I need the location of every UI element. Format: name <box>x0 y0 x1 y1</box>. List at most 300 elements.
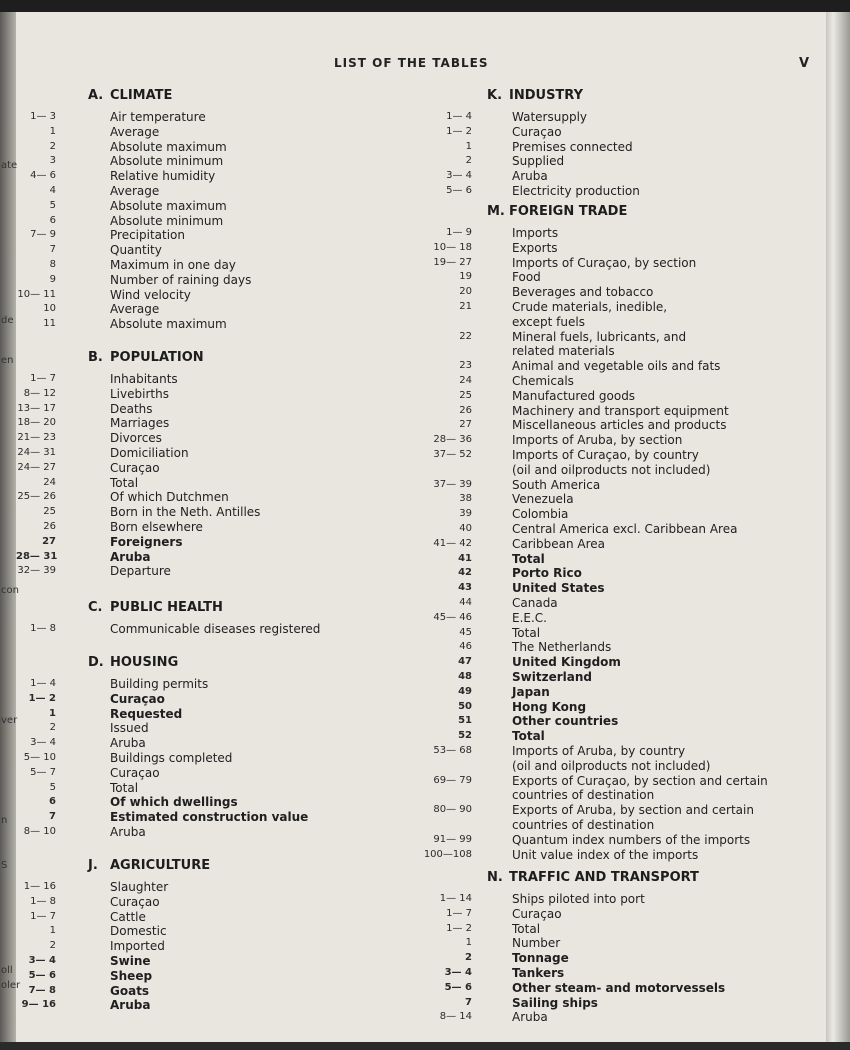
section-title: INDUSTRY <box>509 88 584 103</box>
page-number: V <box>799 56 810 71</box>
table-title: Imports of Aruba, by section <box>512 433 683 448</box>
table-list-row <box>16 596 806 610</box>
table-number: 24— 31 <box>17 447 56 458</box>
table-list-row <box>16 995 806 1013</box>
table-title: Aruba <box>110 998 151 1013</box>
table-number: 27 <box>459 419 472 431</box>
table-number: 1— 2 <box>446 922 472 934</box>
table-number: 23 <box>459 360 472 372</box>
table-list-row <box>16 744 806 758</box>
table-list-row <box>16 374 806 388</box>
table-list-row <box>16 700 806 714</box>
table-title: Animal and vegetable oils and fats <box>512 359 721 374</box>
table-list-row <box>16 788 806 802</box>
table-number: 28— 36 <box>433 434 472 446</box>
table-number: 7 <box>49 244 56 256</box>
section-letter: K. <box>487 88 503 103</box>
table-number: 26 <box>459 404 472 416</box>
table-list-row <box>16 611 806 625</box>
scan-top-border <box>0 0 850 12</box>
table-list-row <box>16 759 806 773</box>
table-title: Imports of Curaçao, by country <box>512 448 699 462</box>
table-list-row <box>16 981 806 995</box>
table-list-row <box>16 226 806 243</box>
table-title: Marriages <box>110 416 170 431</box>
table-title: Buildings completed <box>110 751 233 765</box>
table-number: 3— 4 <box>30 737 56 749</box>
table-number: 44 <box>459 597 472 608</box>
table-title: Aruba <box>110 736 146 751</box>
table-list-row <box>16 534 806 551</box>
table-title: Average <box>110 124 160 139</box>
table-title: Goats <box>110 983 150 998</box>
table-number: 2 <box>49 140 56 152</box>
table-title: Quantity <box>110 243 162 258</box>
table-title: Estimated construction value <box>110 810 309 825</box>
table-title: Departure <box>110 564 171 579</box>
table-list-row <box>16 640 806 654</box>
table-title: Hong Kong <box>512 699 587 714</box>
table-list-row <box>16 270 806 284</box>
table-number: 1— 3 <box>30 111 56 122</box>
table-title: Imported <box>110 939 165 954</box>
table-number: 51 <box>458 715 472 727</box>
table-number: 5— 6 <box>444 981 472 993</box>
table-title: Number of raining days <box>110 272 252 287</box>
table-title: Total <box>110 475 139 490</box>
edge-fragment: en <box>1 355 14 366</box>
table-title: Requested <box>110 706 183 721</box>
table-title: Colombia <box>512 507 569 522</box>
table-title: Total <box>512 551 545 566</box>
table-title: Chemicals <box>512 374 574 388</box>
table-title: Average <box>110 184 160 198</box>
scan-bottom-border <box>0 1042 850 1050</box>
table-title: countries of destination <box>512 818 655 832</box>
table-title: South America <box>512 477 601 492</box>
table-list-row <box>16 729 806 743</box>
table-title: Foreigners <box>110 534 183 549</box>
table-list-row <box>16 475 806 492</box>
table-number: 4— 6 <box>30 170 56 182</box>
table-number: 10— 18 <box>433 241 472 253</box>
table-number: 10— 11 <box>17 288 56 300</box>
table-title: Machinery and transport equipment <box>512 403 729 418</box>
table-list-row <box>16 418 806 432</box>
edge-fragment: oler <box>1 980 21 991</box>
table-list-row <box>16 833 806 847</box>
table-list-row <box>16 1010 806 1024</box>
table-number: 3 <box>49 155 56 167</box>
table-title: (oil and oilproducts not included) <box>512 462 711 477</box>
section-letter: C. <box>88 600 103 615</box>
section-title: FOREIGN TRADE <box>509 204 628 219</box>
section-letter: B. <box>88 350 103 365</box>
section-title: CLIMATE <box>110 88 173 103</box>
table-number: 8— 10 <box>23 826 56 837</box>
table-title: Absolute minimum <box>110 213 224 228</box>
section-letter: J. <box>88 858 98 873</box>
table-list-row <box>16 581 806 595</box>
table-title: Swine <box>110 954 151 968</box>
table-title: Total <box>512 729 545 744</box>
table-title: (oil and oilproducts not included) <box>512 758 711 773</box>
table-number: 5— 7 <box>30 766 56 778</box>
table-title: Number <box>512 936 561 951</box>
table-title: Curaçao <box>512 906 562 921</box>
table-number: 24 <box>43 476 56 488</box>
table-list-row <box>16 460 806 477</box>
table-list-row <box>16 774 806 788</box>
section-letter: M. <box>487 204 505 219</box>
table-number: 5 <box>49 781 56 793</box>
table-number: 1— 9 <box>446 227 472 238</box>
page-title: LIST OF THE TABLES <box>334 56 489 70</box>
table-number: 6 <box>49 796 56 808</box>
table-list-row <box>16 125 806 139</box>
table-number: 7— 9 <box>30 229 56 241</box>
table-number: 1— 7 <box>30 910 56 922</box>
table-title: Other countries <box>512 714 619 729</box>
table-number: 46 <box>459 641 472 653</box>
table-title: Slaughter <box>110 880 169 894</box>
table-number: 1 <box>49 707 56 719</box>
table-number: 13— 17 <box>17 402 56 414</box>
table-title: E.E.C. <box>512 610 547 625</box>
table-title: Relative humidity <box>110 169 216 184</box>
section-heading <box>487 204 627 219</box>
table-title: Exports of Aruba, by section and certain <box>512 803 754 818</box>
table-list-row <box>16 566 806 580</box>
table-number: 5— 10 <box>23 752 56 763</box>
table-list-row <box>16 314 806 332</box>
table-number: 25 <box>459 389 472 401</box>
table-number: 1— 4 <box>30 678 56 689</box>
table-number: 43 <box>458 582 472 594</box>
table-list-row <box>16 256 806 270</box>
table-number: 3— 4 <box>446 170 472 182</box>
table-number: 47 <box>458 656 472 668</box>
table-number: 2 <box>49 722 56 734</box>
table-title: Curaçao <box>110 460 160 475</box>
table-number: 28— 31 <box>16 550 58 562</box>
table-title: Central America excl. Caribbean Area <box>512 522 738 536</box>
table-title: Domestic <box>110 924 167 939</box>
table-list-row <box>16 803 806 817</box>
table-list-row <box>16 240 806 258</box>
table-list-row <box>16 433 806 447</box>
table-number: 24 <box>459 375 472 386</box>
table-number: 53— 68 <box>433 745 472 756</box>
table-number: 1— 2 <box>28 692 56 704</box>
section-letter: D. <box>88 655 104 670</box>
table-title: Japan <box>512 684 550 699</box>
table-number: 1— 8 <box>30 623 56 634</box>
table-title: Tankers <box>512 966 565 980</box>
table-title: Beverages and tobacco <box>512 285 654 300</box>
table-title: Tonnage <box>512 951 569 966</box>
table-list-row <box>16 401 806 418</box>
table-number: 1 <box>465 140 472 152</box>
table-number: 80— 90 <box>433 804 472 816</box>
table-number: 8 <box>49 259 56 270</box>
table-number: 40 <box>459 523 472 534</box>
table-list-row <box>16 907 806 921</box>
table-title: United Kingdom <box>512 655 621 670</box>
edge-fragment: ate <box>1 160 18 171</box>
section-heading <box>487 870 699 885</box>
table-number: 32— 39 <box>17 565 56 577</box>
table-title: Building permits <box>110 677 209 691</box>
table-title: Domiciliation <box>110 446 189 460</box>
table-number: 4 <box>49 185 56 196</box>
table-list-row <box>16 549 806 566</box>
table-title: Of which Dutchmen <box>110 490 229 505</box>
section-title: PUBLIC HEALTH <box>110 600 223 615</box>
table-title: Supplied <box>512 154 565 169</box>
table-title: Deaths <box>110 401 153 416</box>
table-number: 27 <box>42 535 56 547</box>
table-title: Aruba <box>512 1010 548 1025</box>
table-title: Sailing ships <box>512 995 598 1010</box>
table-title: Curaçao <box>512 124 562 139</box>
table-list-row <box>16 154 806 168</box>
table-number: 7 <box>465 996 472 1008</box>
table-number: 26 <box>43 521 56 532</box>
table-title: Food <box>512 270 541 285</box>
table-number: 1 <box>49 925 56 937</box>
table-list-row <box>16 507 806 521</box>
edge-fragment: ver <box>1 715 18 726</box>
section-title: POPULATION <box>110 350 204 365</box>
table-title: Absolute maximum <box>110 139 227 154</box>
table-number: 50 <box>458 700 472 712</box>
table-list-row <box>16 169 806 183</box>
table-title: Ships piloted into port <box>512 892 645 906</box>
edge-fragment: con <box>1 585 19 596</box>
table-list-row <box>16 685 806 699</box>
table-title: Manufactured goods <box>512 388 636 403</box>
table-number: 91— 99 <box>433 833 472 845</box>
table-number: 2 <box>465 155 472 167</box>
table-title: Total <box>110 780 139 795</box>
table-number: 10 <box>43 303 56 315</box>
table-list-row <box>16 522 806 536</box>
table-list-row <box>16 921 806 939</box>
table-title: Wind velocity <box>110 287 191 302</box>
table-list-row <box>16 670 806 684</box>
table-number: 11 <box>43 318 56 330</box>
table-number: 42 <box>458 567 472 579</box>
table-title: Imports <box>512 226 559 240</box>
table-number: 2 <box>49 940 56 952</box>
table-number: 1— 4 <box>446 111 472 122</box>
table-list-row <box>16 300 806 317</box>
table-number: 69— 79 <box>433 774 472 786</box>
table-list-row <box>16 492 806 506</box>
table-number: 6 <box>49 214 56 226</box>
section-heading <box>88 88 172 103</box>
table-number: 38 <box>459 493 472 505</box>
table-number: 7— 8 <box>28 984 56 996</box>
table-title: Total <box>512 625 541 640</box>
table-title: Curaçao <box>110 894 160 909</box>
table-number: 9— 16 <box>21 999 56 1011</box>
table-number: 5— 6 <box>28 969 56 981</box>
table-title: Porto Rico <box>512 566 582 581</box>
table-number: 9 <box>49 273 56 285</box>
table-number: 21 <box>459 301 472 312</box>
table-title: Imports of Curaçao, by section <box>512 255 697 270</box>
table-title: Exports <box>512 240 558 255</box>
table-title: The Netherlands <box>512 640 612 655</box>
table-number: 5— 6 <box>446 185 472 196</box>
table-number: 39 <box>459 508 472 520</box>
table-list-row <box>16 330 806 344</box>
edge-fragment: oll <box>1 965 13 976</box>
edge-fragment: de <box>1 315 14 326</box>
table-title: Aruba <box>512 169 548 184</box>
table-title: Divorces <box>110 431 162 446</box>
section-letter: A. <box>88 88 104 103</box>
table-title: Absolute maximum <box>110 317 227 332</box>
table-number: 25— 26 <box>17 491 56 503</box>
table-number: 21— 23 <box>17 432 56 444</box>
table-title: Imports of Aruba, by country <box>512 744 686 758</box>
table-title: Crude materials, inedible, <box>512 300 668 314</box>
table-title: Communicable diseases registered <box>110 622 321 636</box>
table-title: Absolute minimum <box>110 154 224 169</box>
table-title: Other steam- and motorvessels <box>512 980 726 995</box>
table-list-row <box>16 199 806 213</box>
section-letter: N. <box>487 870 503 885</box>
table-list-row <box>16 285 806 299</box>
table-title: Total <box>512 921 541 936</box>
table-list-row <box>16 110 806 124</box>
table-title: Inhabitants <box>110 372 178 386</box>
table-title: Issued <box>110 721 149 736</box>
table-list-row <box>16 936 806 950</box>
table-title: Average <box>110 302 160 317</box>
table-number: 41— 42 <box>433 537 472 549</box>
table-number: 19— 27 <box>433 256 472 268</box>
table-number: 52 <box>458 730 472 742</box>
table-number: 45 <box>459 626 472 638</box>
table-title: Sheep <box>110 968 153 983</box>
table-number: 1 <box>49 125 56 137</box>
table-title: Caribbean Area <box>512 536 606 551</box>
table-number: 1— 2 <box>446 125 472 137</box>
table-title: Exports of Curaçao, by section and certain <box>512 773 768 788</box>
table-number: 41 <box>458 552 472 564</box>
table-title: Miscellaneous articles and products <box>512 418 727 433</box>
table-number: 45— 46 <box>433 611 472 623</box>
table-title: Maximum in one day <box>110 258 236 272</box>
section-title: TRAFFIC AND TRANSPORT <box>509 870 699 885</box>
table-title: Born in the Neth. Antilles <box>110 505 261 520</box>
table-title: United States <box>512 581 605 596</box>
document-page <box>16 12 826 1042</box>
table-number: 7 <box>49 811 56 823</box>
table-title: except fuels <box>512 314 585 329</box>
table-title: Unit value index of the imports <box>512 847 699 862</box>
table-number: 19 <box>459 271 472 283</box>
table-number: 8— 14 <box>439 1011 472 1023</box>
table-title: Curaçao <box>110 765 160 780</box>
table-list-row <box>16 386 806 403</box>
table-number: 37— 39 <box>433 478 472 490</box>
table-list-row <box>16 848 806 862</box>
table-number: 3— 4 <box>444 967 472 978</box>
table-list-row <box>16 626 806 640</box>
table-list-row <box>16 892 806 906</box>
edge-fragment: S <box>1 860 8 871</box>
table-list-row <box>16 951 806 965</box>
table-list-row <box>16 818 806 832</box>
table-number: 100—108 <box>423 848 472 860</box>
table-title: countries of destination <box>512 788 655 803</box>
table-number: 1— 14 <box>439 893 472 904</box>
scan-right-edge <box>826 12 850 1050</box>
table-number: 1 <box>465 937 472 949</box>
table-title: Born elsewhere <box>110 520 203 534</box>
table-number: 5 <box>49 199 56 211</box>
table-list-row <box>16 966 806 980</box>
table-number: 48 <box>458 671 472 682</box>
table-title: Aruba <box>110 825 146 839</box>
table-number: 24— 27 <box>17 461 56 473</box>
table-number: 20 <box>459 286 472 298</box>
table-list-row <box>16 714 806 728</box>
table-title: Cattle <box>110 909 146 924</box>
table-title: Premises connected <box>512 139 633 154</box>
table-title: Venezuela <box>512 492 574 507</box>
table-title: Air temperature <box>110 110 206 124</box>
table-title: Quantum index numbers of the imports <box>512 832 751 847</box>
table-number: 2 <box>465 952 472 964</box>
table-title: Livebirths <box>110 386 169 401</box>
table-title: Mineral fuels, lubricants, and <box>512 329 687 344</box>
section-title: HOUSING <box>110 655 179 670</box>
table-title: Precipitation <box>110 228 186 243</box>
table-title: related materials <box>512 344 615 359</box>
table-number: 25 <box>43 506 56 518</box>
section-title: AGRICULTURE <box>110 858 211 873</box>
table-list-row <box>16 184 806 198</box>
table-title: Curaçao <box>110 691 165 706</box>
table-list-row <box>16 448 806 462</box>
table-title: Absolute maximum <box>110 198 227 213</box>
table-title: Electricity production <box>512 184 640 198</box>
table-number: 1— 16 <box>23 881 56 892</box>
table-list-row <box>16 140 806 154</box>
table-number: 3— 4 <box>28 955 56 966</box>
table-number: 22 <box>459 330 472 342</box>
table-title: Of which dwellings <box>110 795 238 810</box>
table-number: 49 <box>458 685 472 697</box>
table-number: 37— 52 <box>433 449 472 460</box>
edge-fragment: n <box>1 815 8 826</box>
table-number: 8— 12 <box>23 387 56 399</box>
table-title: Switzerland <box>512 670 592 684</box>
table-number: 1— 8 <box>30 895 56 907</box>
table-list-row <box>16 344 806 358</box>
table-list-row <box>16 655 806 669</box>
table-title: Aruba <box>110 549 151 564</box>
table-number: 1— 7 <box>30 373 56 384</box>
table-title: Watersupply <box>512 110 587 124</box>
section-heading <box>487 88 583 103</box>
